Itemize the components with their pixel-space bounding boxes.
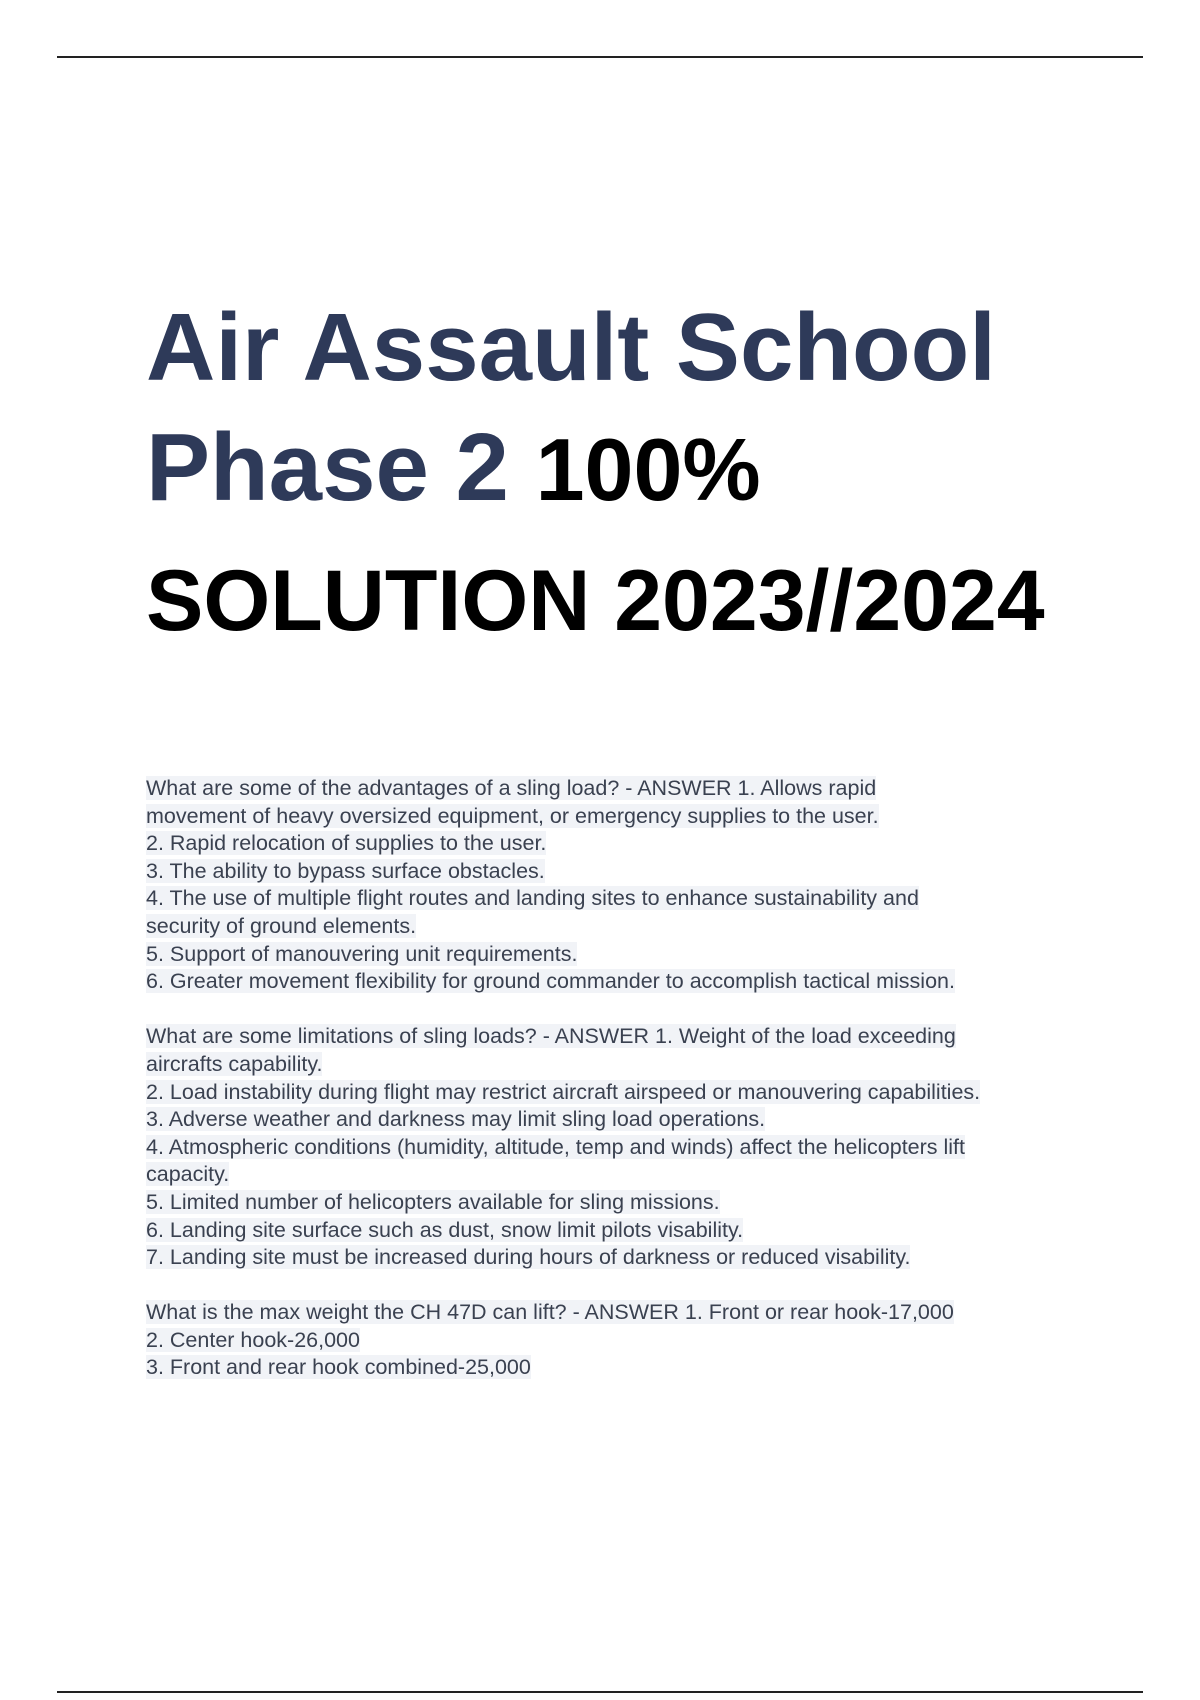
- qa-line: 2. Center hook-26,000: [146, 1327, 360, 1352]
- title-line-2: [146, 414, 1146, 521]
- qa-line: What is the max weight the CH 47D can lift? - ANSWER 1. Front or rear hook-17,000: [146, 1300, 954, 1325]
- qa-line: 3. Adverse weather and darkness may limit sling load operations.: [146, 1107, 766, 1132]
- qa-line: 5. Support of manouvering unit requirements.: [146, 941, 578, 966]
- qa-line: capacity.: [146, 1162, 230, 1187]
- qa-line: What are some of the advantages of a sling load? - ANSWER 1. Allows rapid: [146, 776, 877, 800]
- bottom-divider: [57, 1691, 1143, 1693]
- qa-block-advantages: [146, 775, 1146, 996]
- qa-line: What are some limitations of sling loads? - ANSWER 1. Weight of the load exceeding: [146, 1024, 956, 1049]
- qa-block-ch47d: [146, 1299, 1146, 1382]
- qa-line: 2. Rapid relocation of supplies to the user.: [146, 831, 547, 856]
- top-divider: [57, 56, 1143, 58]
- qa-line: 6. Greater movement flexibility for ground commander to accomplish tactical mission.: [146, 969, 955, 994]
- title-line-1: Air Assault School: [146, 294, 996, 401]
- qa-line: movement of heavy oversized equipment, or emergency supplies to the user.: [146, 803, 879, 828]
- qa-line: 6. Landing site surface such as dust, snow limit pilots visability.: [146, 1217, 744, 1242]
- qa-line: 3. The ability to bypass surface obstacles.: [146, 858, 545, 883]
- title-line-2-percent: 100%: [535, 420, 761, 519]
- qa-line: 3. Front and rear hook combined-25,000: [146, 1355, 531, 1380]
- document-title: [146, 294, 1146, 649]
- qa-line: security of ground elements.: [146, 913, 417, 938]
- qa-block-limitations: [146, 1023, 1146, 1271]
- qa-line: aircrafts capability.: [146, 1051, 323, 1076]
- qa-content: [146, 775, 1146, 1410]
- qa-line: 4. The use of multiple flight routes and landing sites to enhance sustainability and: [146, 886, 919, 911]
- title-line-2-phase: Phase 2: [146, 414, 536, 521]
- qa-line: 2. Load instability during flight may restrict aircraft airspeed or manouvering capabilities.: [146, 1079, 981, 1104]
- qa-line: 7. Landing site must be increased during hours of darkness or reduced visability.: [146, 1245, 911, 1270]
- qa-line: 5. Limited number of helicopters available for sling missions.: [146, 1189, 720, 1214]
- qa-line: 4. Atmospheric conditions (humidity, altitude, temp and winds) affect the helicopters lift: [146, 1134, 966, 1159]
- title-line-3: SOLUTION 2023//2024: [146, 553, 1045, 649]
